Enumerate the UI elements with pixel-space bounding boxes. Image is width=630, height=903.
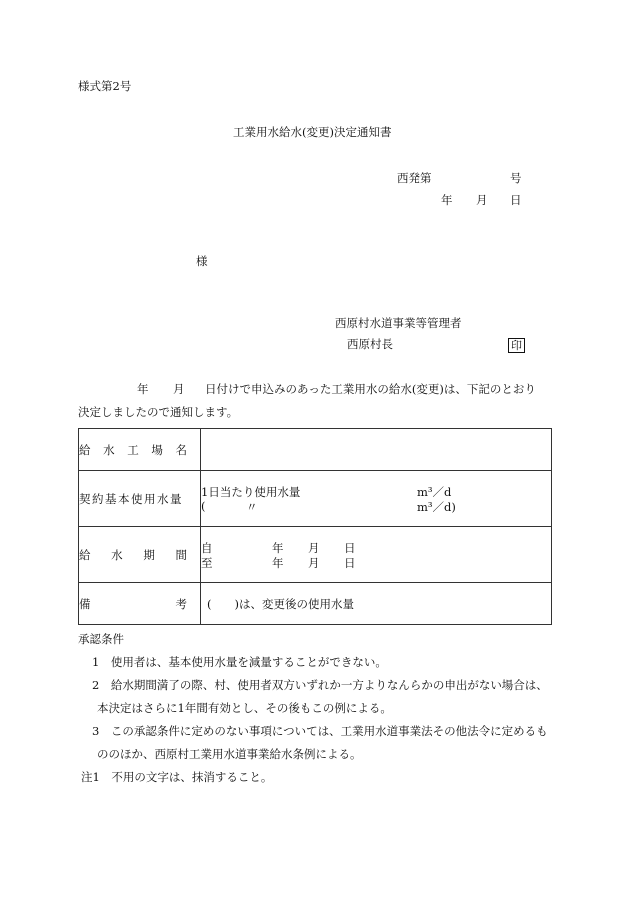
date-month: 月 bbox=[476, 193, 488, 207]
sender-organization: 西原村水道事業等管理者 bbox=[335, 316, 462, 330]
condition-item: ののほか、西原村工業用水道事業給水条例による。 bbox=[97, 747, 362, 761]
value-supply-period: 自 年 月 日 至 年 月 日 bbox=[201, 527, 552, 583]
date-year: 年 bbox=[441, 193, 453, 207]
value-factory-name bbox=[201, 429, 552, 471]
table-row bbox=[79, 527, 552, 583]
body-text-line2: 決定しましたので通知します。 bbox=[78, 405, 239, 419]
value-contract-volume: 1日当たり使用水量 m³／d ( 〃 m³／d) bbox=[201, 471, 552, 527]
body-year: 年 bbox=[137, 382, 149, 396]
label-remarks: 備 考 bbox=[79, 583, 201, 625]
label-supply-period: 給 水 期 間 bbox=[79, 527, 201, 583]
condition-item: 2 給水期間満了の際、村、使用者双方いずれか一方よりなんらかの申出がない場合は、 bbox=[92, 678, 548, 692]
table-row bbox=[79, 583, 552, 625]
condition-item: 3 この承認条件に定めのない事項については、工業用水道事業法その他法令に定めるも bbox=[92, 724, 548, 738]
seal-mark: 印 bbox=[508, 338, 525, 353]
condition-item: 1 使用者は、基本使用水量を減量することができない。 bbox=[92, 655, 387, 669]
table-row bbox=[79, 429, 552, 471]
value-remarks: ( )は、変更後の使用水量 bbox=[201, 583, 552, 625]
body-month: 月 bbox=[173, 382, 185, 396]
note: 注1 不用の文字は、抹消すること。 bbox=[81, 770, 273, 784]
addressee-suffix: 様 bbox=[196, 254, 208, 268]
table-row bbox=[79, 471, 552, 527]
date-day: 日 bbox=[510, 193, 522, 207]
issue-number-suffix: 号 bbox=[510, 171, 522, 185]
sender-name: 西原村長 bbox=[347, 337, 393, 351]
conditions-heading: 承認条件 bbox=[78, 632, 124, 646]
issue-number-prefix: 西発第 bbox=[397, 171, 432, 185]
details-table bbox=[78, 428, 552, 625]
document-title: 工業用水給水(変更)決定通知書 bbox=[233, 125, 392, 139]
form-number: 様式第2号 bbox=[78, 79, 132, 93]
label-factory-name: 給 水 工 場 名 bbox=[79, 429, 201, 471]
condition-item: 本決定はさらに1年間有効とし、その後もこの例による。 bbox=[97, 701, 392, 715]
label-contract-volume: 契約基本使用水量 bbox=[79, 471, 201, 527]
body-text-line1: 日付けで申込みのあった工業用水の給水(変更)は、下記のとおり bbox=[205, 382, 536, 396]
